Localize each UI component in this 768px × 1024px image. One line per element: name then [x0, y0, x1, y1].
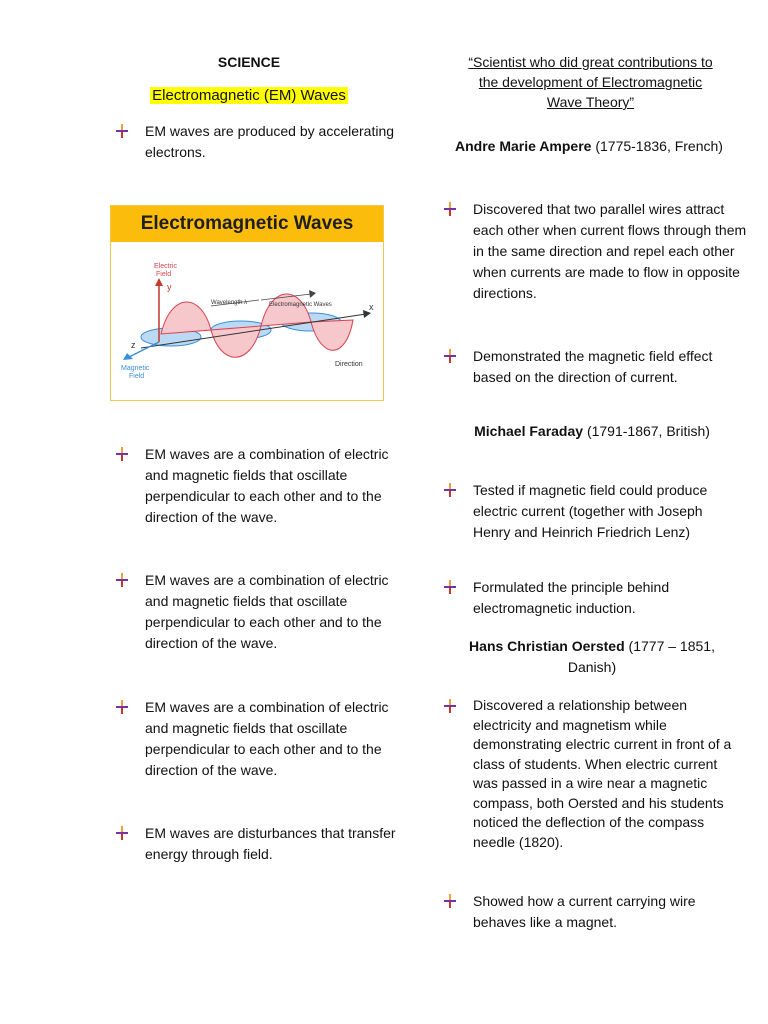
bullet-text: Showed how a current carrying wire behaves like a magnet. — [473, 893, 696, 930]
z-axis-label: z — [131, 340, 136, 350]
list-item — [438, 696, 745, 852]
bullet-text: EM waves are a combination of electric and magnetic fields that oscillate perpendicular to each other and to the direction of the wave. — [145, 699, 389, 778]
y-axis-label: y — [167, 282, 172, 292]
section-quote — [468, 52, 713, 112]
em-wave-figure — [110, 205, 384, 401]
arrow-bullet-icon — [116, 447, 128, 461]
figure-header — [111, 206, 383, 242]
arrow-bullet-icon — [116, 826, 128, 840]
list-item — [110, 121, 395, 163]
electric-field-label-2: Field — [156, 271, 172, 278]
bullet-text: EM waves are disturbances that transfer energy through field. — [145, 825, 396, 862]
arrow-bullet-icon — [116, 700, 128, 714]
figure-title: Electromagnetic Waves — [140, 213, 354, 234]
em-wave-diagram — [111, 242, 383, 400]
list-item — [110, 570, 415, 654]
list-item — [110, 444, 415, 528]
x-axis-label: x — [369, 302, 374, 312]
em-waves-label: Electromagnetic Waves — [269, 302, 332, 308]
scientist-details: (1777 – 1851, Danish) — [567, 638, 715, 675]
scientist-name: Michael Faraday — [474, 423, 584, 439]
subject-heading: SCIENCE — [217, 54, 281, 70]
bullet-text: EM waves are a combination of electric and magnetic fields that oscillate perpendicular to each other and to the direction of the wave. — [145, 446, 389, 525]
bullet-text: Tested if magnetic field could produce electric current (together with Joseph Henry and Heinrich Friedrich Lenz) — [473, 482, 708, 540]
list-item — [438, 346, 753, 388]
arrow-bullet-icon — [444, 349, 456, 363]
arrow-bullet-icon — [444, 483, 456, 497]
scientist-name: Andre Marie Ampere — [455, 138, 592, 154]
left-column — [104, 52, 394, 106]
quote-heading: “Scientist who did great contributions to the development of Electromagnetic Wave Theory” — [468, 54, 713, 110]
arrow-bullet-icon — [444, 202, 456, 216]
bullet-text: EM waves are produced by accelerating electrons. — [145, 123, 395, 160]
arrow-bullet-icon — [444, 894, 456, 908]
topic-heading: Electromagnetic (EM) Waves — [152, 87, 346, 104]
scientist-heading — [455, 136, 723, 157]
bullet-text: EM waves are a combination of electric and magnetic fields that oscillate perpendicular to each other and to the direction of the wave. — [145, 572, 389, 651]
arrow-bullet-icon — [444, 580, 456, 594]
arrow-bullet-icon — [116, 124, 128, 138]
scientist-heading — [472, 421, 712, 442]
arrow-bullet-icon — [444, 699, 456, 713]
scientist-details: (1775-1836, French) — [595, 138, 723, 154]
bullet-text: Discovered that two parallel wires attract each other when current flows through them in the same direction and repel each other when currents are made to flow in opposite directions. — [473, 201, 747, 301]
topic-heading-wrap — [104, 86, 394, 106]
list-item — [110, 697, 415, 781]
electric-field-label: Electric — [154, 263, 177, 270]
arrow-bullet-icon — [116, 573, 128, 587]
scientist-details: (1791-1867, British) — [586, 423, 710, 439]
magnetic-field-label-2: Field — [129, 373, 145, 380]
wavelength-label: Wavelength λ — [211, 300, 248, 306]
list-item — [438, 199, 753, 304]
bullet-text: Demonstrated the magnetic field effect based on the direction of current. — [473, 348, 713, 385]
list-item — [438, 480, 743, 543]
list-item — [438, 891, 743, 933]
list-item — [110, 823, 415, 865]
scientist-heading — [462, 636, 722, 678]
bullet-text: Formulated the principle behind electromagnetic induction. — [473, 579, 670, 616]
bullet-text: Discovered a relationship between electricity and magnetism while demonstrating electric current in front of a class of students. When electric current was passed in a wire near a magnetic compass, both Oersted and his students noticed the deflection of the compass needle (1820). — [473, 697, 732, 850]
scientist-name: Hans Christian Oersted — [469, 638, 625, 654]
magnetic-field-label: Magnetic — [121, 365, 150, 372]
direction-label: Direction — [335, 361, 363, 368]
list-item — [438, 577, 753, 619]
